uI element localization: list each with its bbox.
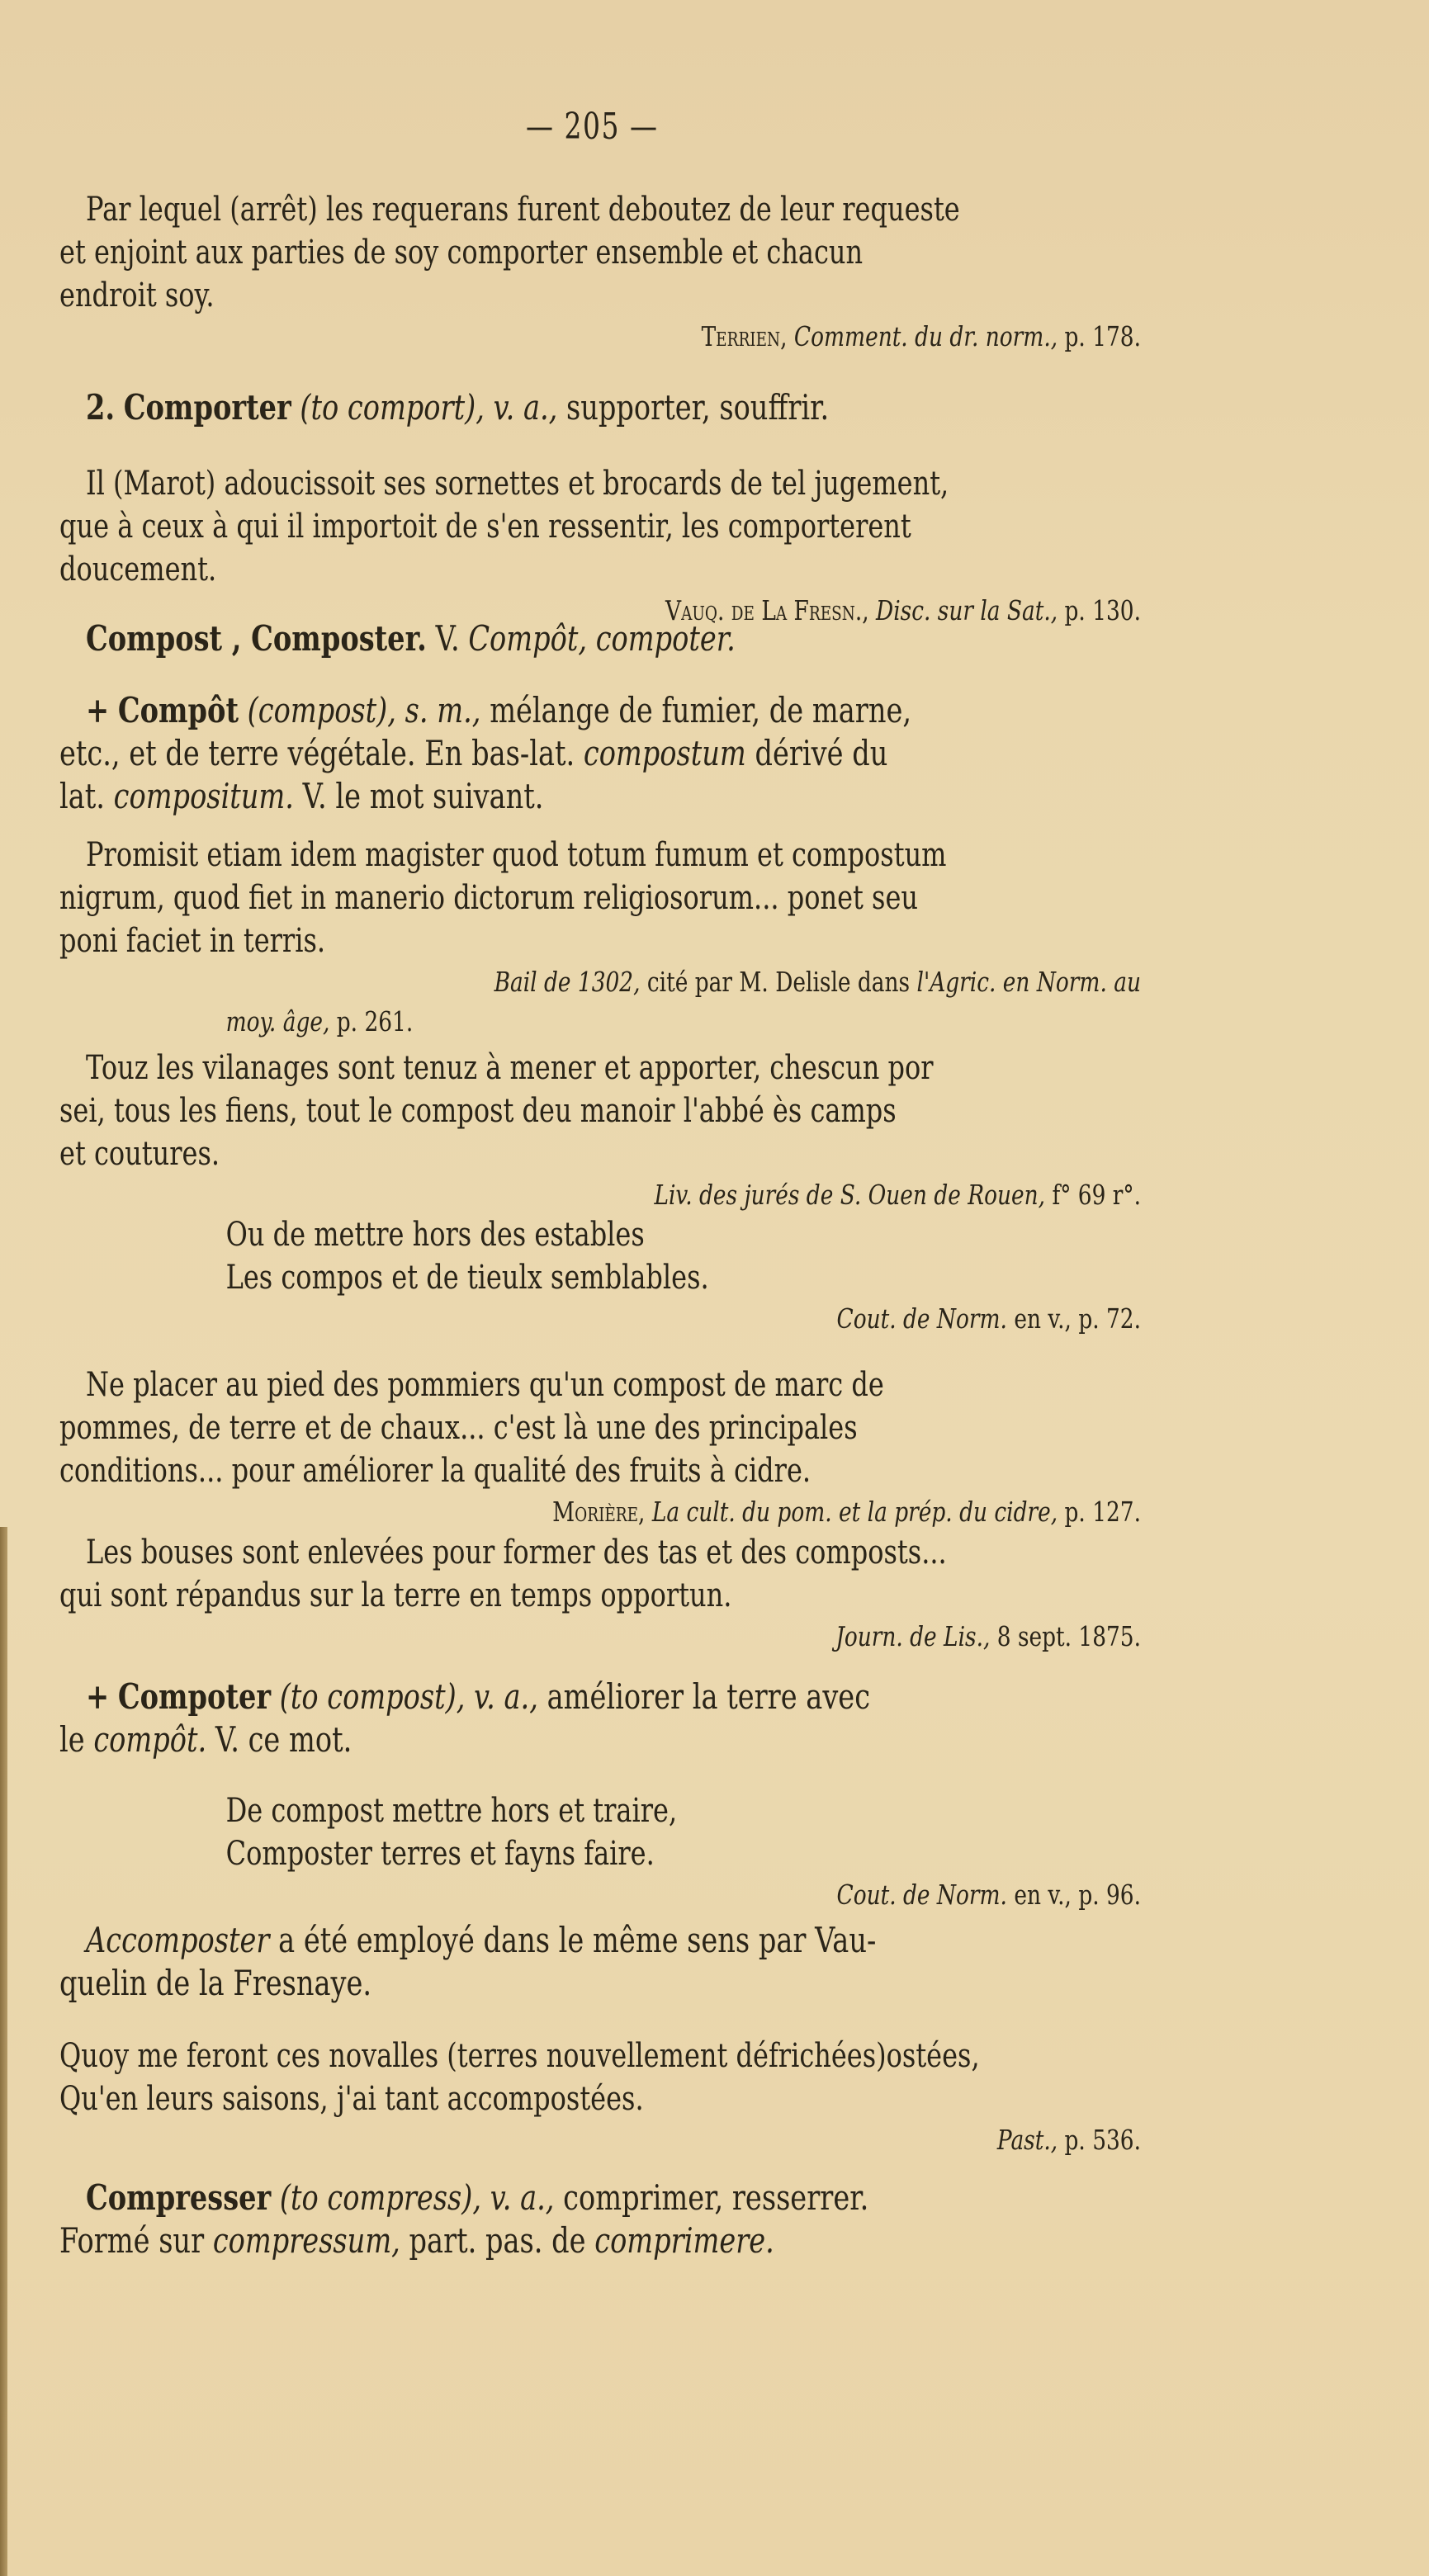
part-of-speech: v. a., (474, 1676, 538, 1717)
quote-line: Ne placer au pied des pommiers qu'un compost de marc de (86, 1366, 884, 1404)
part-of-speech: s. m., (405, 690, 481, 730)
entry-compresser (59, 2177, 1166, 2262)
quote-line: Promisit etiam idem magister quod totum fumum et compostum (86, 836, 947, 874)
definition-text: V. le mot suivant. (302, 776, 544, 816)
quote-line: qui sont répandus sur la terre en temps opportun. (59, 1576, 732, 1614)
definition-text: le (59, 1719, 85, 1760)
quote-line: poni faciet in terris. (59, 922, 326, 960)
citation-page: en v., p. 96. (1014, 1879, 1141, 1911)
citation-work: Disc. sur la Sat., (876, 594, 1058, 626)
citation-work: La cult. du pom. et la prép. du cidre, (651, 1496, 1058, 1528)
definition: supporter, souffrir. (566, 387, 830, 428)
entry-compot (59, 689, 1166, 818)
verse-line: De compost mettre hors et traire, (225, 1792, 678, 1830)
citation-author: Morière, (552, 1496, 646, 1528)
quote-line: conditions... pour améliorer la qualité des fruits à cidre. (59, 1452, 812, 1490)
citation (276, 2120, 1141, 2160)
part-of-speech: v. a., (493, 387, 558, 428)
quote-line: et enjoint aux parties de soy comporter ensemble et chacun (59, 234, 864, 272)
citation-page: p. 130. (1064, 594, 1141, 626)
citation-work: Past., (996, 2124, 1058, 2156)
entry-comporter-2 (59, 386, 1166, 429)
citation-page: f° 69 r°. (1052, 1179, 1141, 1211)
verse-line: Qu'en leurs saisons, j'ai tant accompostées. (59, 2080, 644, 2118)
verse-coutume-1 (59, 1213, 1166, 1339)
definition-text: etc., et de terre végétale. En bas-lat. (59, 733, 575, 773)
citation-work: Journ. de Lis., (835, 1620, 991, 1652)
citation-work: Liv. des jurés de S. Ouen de Rouen, (654, 1179, 1046, 1211)
quote-line: Par lequel (arrêt) les requerans furent deboutez de leur requeste (86, 191, 960, 229)
citation-author: Terrien, (701, 320, 788, 352)
book-binding-edge (0, 1527, 7, 2576)
citation-work: Comment. du dr. norm., (793, 320, 1058, 352)
citation-work: l'Agric. en Norm. au (916, 966, 1141, 998)
citation (276, 1492, 1141, 1532)
quote-line: Il (Marot) adoucissoit ses sornettes et brocards de tel jugement, (86, 465, 949, 503)
citation-work: Bail de 1302, (494, 966, 641, 998)
citation-work: Cout. de Norm. (836, 1879, 1007, 1911)
quote-line: et coutures. (59, 1135, 220, 1173)
citation (276, 1299, 1141, 1339)
english-gloss: (to compress), (279, 2177, 482, 2218)
headword: Compôt (117, 690, 239, 730)
citation (276, 317, 1141, 357)
definition-text: lat. (59, 776, 105, 816)
note-text: quelin de la Fresnaye. (59, 1963, 372, 2003)
headword: Compresser (86, 2177, 272, 2218)
verse-line: Quoy me feront ces novalles (terres nouvellement défrichées)ostées, (59, 2037, 980, 2075)
quote-line: endroit soy. (59, 277, 215, 314)
entry-number: 2. (86, 387, 116, 428)
citation-page: p. 178. (1064, 320, 1141, 352)
see-also-marker: V. (435, 618, 460, 659)
verse-pastorales (59, 2035, 1166, 2160)
quotation-vauquelin (59, 462, 1166, 631)
citation (276, 1875, 1141, 1915)
etymon: compositum. (113, 776, 294, 816)
definition-text: Formé sur (59, 2220, 205, 2261)
note-accomposter (59, 1919, 1166, 2005)
verse-line: Composter terres et fayns faire. (225, 1835, 655, 1873)
english-gloss: (to comport), (300, 387, 485, 428)
part-of-speech: v. a., (490, 2177, 555, 2218)
quotation-bail-1302 (59, 834, 1166, 1042)
definition-text: V. ce mot. (215, 1719, 353, 1760)
citation-author: Vauq. de La Fresn., (665, 594, 869, 626)
citation (276, 1617, 1141, 1657)
citation-work: Cout. de Norm. (836, 1302, 1007, 1335)
verse-line: Les compos et de tieulx semblables. (225, 1259, 709, 1297)
definition-text: dérivé du (755, 733, 888, 773)
quote-line: que à ceux à qui il importoit de s'en ressentir, les comporterent (59, 508, 911, 546)
cross-reference: Compôt, compoter. (468, 618, 736, 659)
citation-page: 8 sept. 1875. (996, 1620, 1141, 1652)
note-text: a été employé dans le même sens par Vau- (278, 1920, 877, 1960)
new-word-marker-icon: + (86, 690, 110, 730)
verse-coutume-2 (59, 1789, 1166, 1915)
definition: comprimer, resserrer. (563, 2177, 869, 2218)
quote-line: Les bouses sont enlevées pour former des tas et des composts... (86, 1534, 947, 1572)
etymon: compressum, (212, 2220, 400, 2261)
etymon: compostum (583, 733, 746, 773)
citation-text: cité par M. Delisle dans (646, 966, 911, 998)
cross-reference: compôt. (93, 1719, 207, 1760)
headword: Compoter (117, 1676, 272, 1717)
definition-text: part. pas. de (409, 2220, 586, 2261)
verse-line: Ou de mettre hors des estables (225, 1216, 645, 1254)
headword: Comporter (123, 387, 291, 428)
headword: Compost , Composter. (86, 618, 427, 659)
quotation-terrien (59, 188, 1166, 357)
citation-page: p. 536. (1064, 2124, 1141, 2156)
citation (276, 962, 1141, 1002)
entry-compoter (59, 1676, 1166, 1761)
page-number: — 205 — (526, 106, 659, 148)
quote-line: nigrum, quod fiet in manerio dictorum religiosorum... ponet seu (59, 879, 918, 917)
new-word-marker-icon: + (86, 1676, 110, 1717)
etymon: comprimere. (594, 2220, 774, 2261)
quote-line: sei, tous les fiens, tout le compost deu manoir l'abbé ès camps (59, 1092, 897, 1130)
variant-word: Accomposter (86, 1920, 270, 1960)
definition: mélange de fumier, de marne, (490, 690, 912, 730)
quote-line: pommes, de terre et de chaux... c'est là une des principales (59, 1409, 858, 1447)
quotation-saint-ouen (59, 1047, 1166, 1215)
quote-line: doucement. (59, 551, 217, 588)
english-gloss: (compost), (247, 690, 396, 730)
citation-continued (59, 1002, 1091, 1042)
citation-page: p. 127. (1064, 1496, 1141, 1528)
definition: améliorer la terre avec (547, 1676, 871, 1717)
citation-page: p. 261. (336, 1005, 414, 1037)
english-gloss: (to compost), (279, 1676, 466, 1717)
citation (276, 1175, 1141, 1215)
citation-page: en v., p. 72. (1014, 1302, 1141, 1335)
quote-line: Touz les vilanages sont tenuz à mener et apporter, chescun por (86, 1049, 934, 1087)
quotation-journal-lisieux (59, 1531, 1166, 1657)
entry-compost (59, 617, 1166, 660)
quotation-moriere (59, 1364, 1166, 1532)
citation-work: moy. âge, (225, 1005, 330, 1037)
